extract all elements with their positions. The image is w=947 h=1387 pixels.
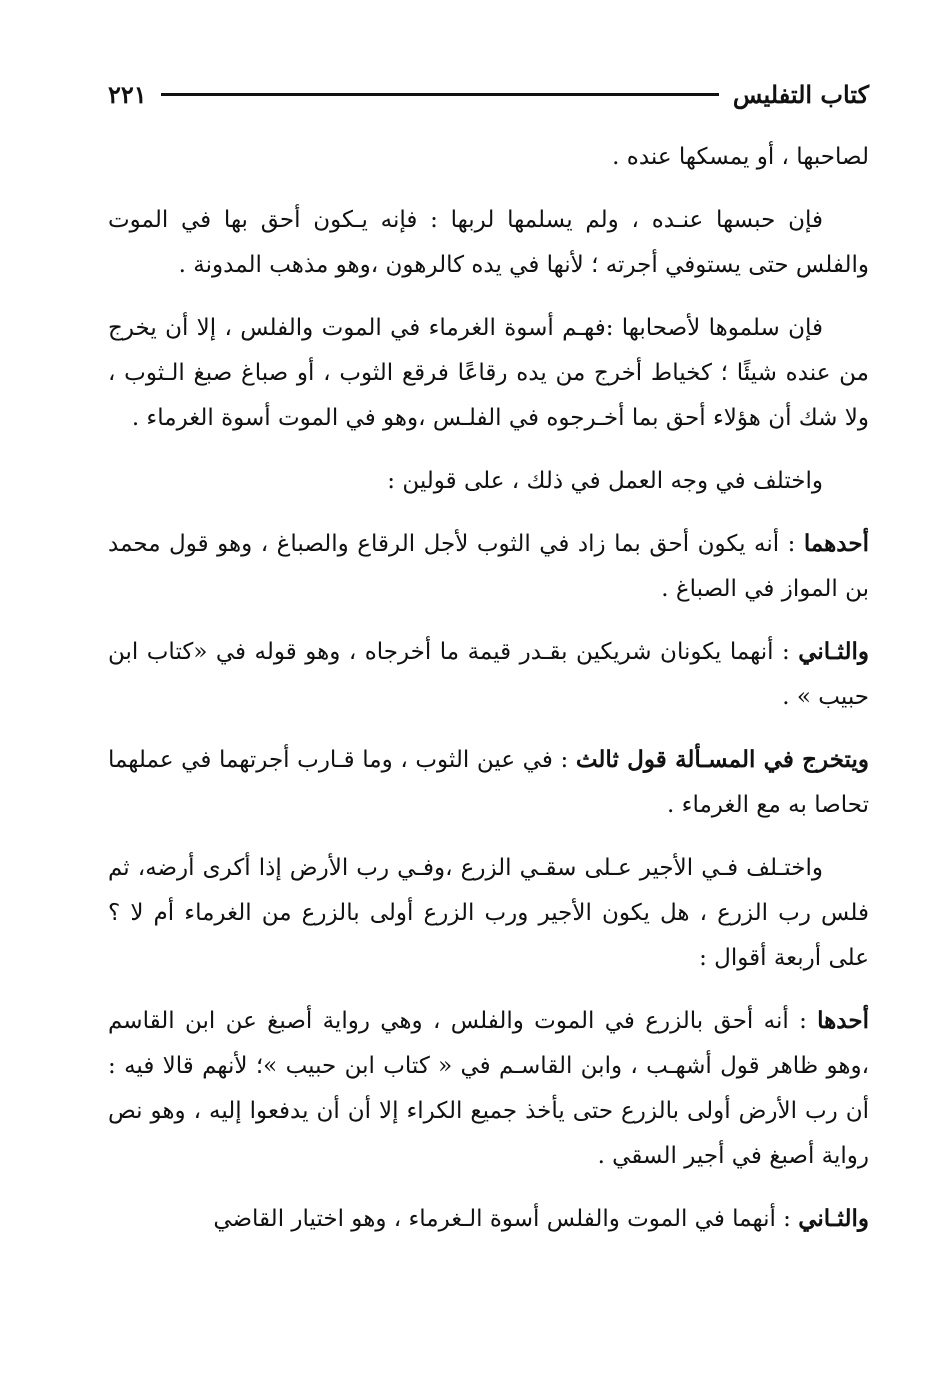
paragraph bbox=[108, 197, 869, 288]
paragraph-text: : أنه يكون أحق بما زاد في الثوب لأجل الرقاع والصباغ ، وهو قول محمد بن المواز في الصباغ . bbox=[108, 531, 869, 602]
paragraph bbox=[108, 629, 869, 720]
running-header bbox=[108, 74, 869, 114]
paragraph bbox=[108, 458, 869, 504]
paragraph bbox=[108, 305, 869, 441]
body-text bbox=[108, 134, 869, 1259]
paragraph bbox=[108, 845, 869, 981]
paragraph-lead: أحدها bbox=[817, 1007, 869, 1034]
paragraph-lead: ويتخرج في المسـألة قول ثالث bbox=[575, 746, 869, 773]
paragraph-lead: أحدهما bbox=[803, 530, 869, 557]
paragraph bbox=[108, 521, 869, 612]
paragraph-text: : أنه أحق بالزرع في الموت والفلس ، وهي رواية أصبغ عن ابن القاسم ،وهو ظاهر قول أشهـب ، وابن القاسـم في « كتاب ابن حبيب »؛ لأنهم قالا فيه : أن رب الأرض أولى بالزرع حتى يأخذ جميع الكراء إلا أن أن يدفعوا إليه ، وهو نص رواية أصبغ في أجير السقي . bbox=[108, 1008, 869, 1169]
paragraph bbox=[108, 1196, 869, 1242]
paragraph-lead: والثـاني bbox=[798, 638, 869, 665]
paragraph-text: فإن حبسها عنـده ، ولم يسلمها لربها : فإنه يـكون أحق بها في الموت والفلس حتى يستوفي أجرته ؛ لأنها في يده كالرهون ،وهو مذهب المدونة . bbox=[108, 207, 869, 278]
paragraph-text: واختـلف فـي الأجير عـلى سقـي الزرع ،وفـي رب الأرض إذا أكرى أرضه، ثم فلس رب الزرع ، هل يكون الأجير ورب الزرع أولى بالزرع من الغرماء أم لا ؟ على أربعة أقوال : bbox=[108, 855, 869, 971]
paragraph-text: : أنهما في الموت والفلس أسوة الـغرماء ، وهو اختيار القاضي bbox=[213, 1206, 799, 1232]
paragraph-text: : في عين الثوب ، وما قـارب أجرتهما في عملهما تحاصا به مع الغرماء . bbox=[108, 747, 869, 818]
paragraph-lead: والثـاني bbox=[798, 1205, 869, 1232]
paragraph-text: فإن سلموها لأصحابها :فهـم أسوة الغرماء في الموت والفلس ، إلا أن يخرج من عنده شيئًا ؛ كخياط أخرج من يده رقاعًا فرقع الثوب ، أو صباغ صبغ الـثوب ، ولا شك أن هؤلاء أحق بما أخـرجوه في الفلـس ،وهو في الموت أسوة الغرماء . bbox=[108, 315, 869, 431]
paragraph bbox=[108, 998, 869, 1179]
chapter-title: كتاب التفليس bbox=[732, 79, 869, 109]
header-rule bbox=[161, 93, 719, 96]
paragraph-text: : أنهما يكونان شريكين بقـدر قيمة ما أخرجاه ، وهو قوله في «كتاب ابن حبيب » . bbox=[108, 639, 869, 710]
paragraph-text: واختلف في وجه العمل في ذلك ، على قولين : bbox=[387, 468, 823, 494]
paragraph-text: لصاحبها ، أو يمسكها عنده . bbox=[612, 144, 869, 170]
page-number: ٢٢١ bbox=[108, 79, 147, 109]
paragraph bbox=[108, 134, 869, 180]
paragraph bbox=[108, 737, 869, 828]
